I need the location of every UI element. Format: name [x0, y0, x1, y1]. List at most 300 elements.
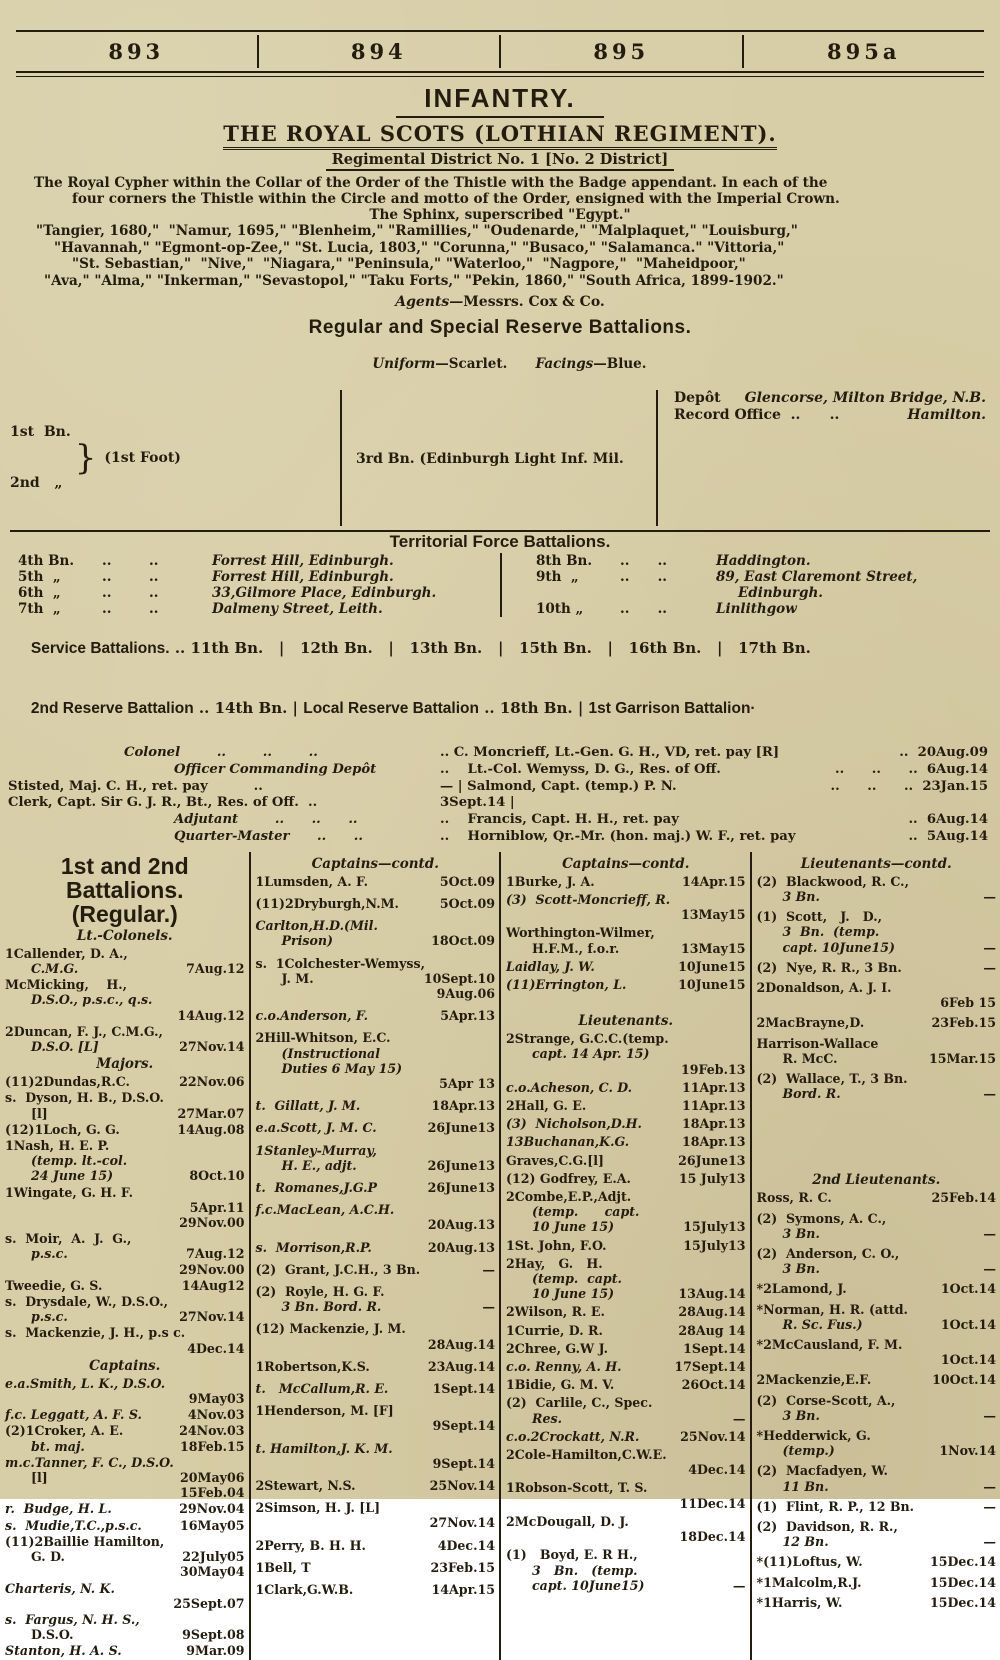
officer-entry: [256, 1359, 496, 1374]
officer-column-1: [0, 852, 249, 1660]
leader-dots: .. ..: [620, 601, 716, 617]
officer-entry: [506, 925, 746, 955]
territorial-row: [10, 601, 500, 617]
commission-date: [742, 1395, 746, 1410]
officer-name-text: H.F.M., f.o.r.: [532, 941, 619, 956]
officer-entry: [5, 1612, 245, 1642]
officer-entry: [506, 1304, 746, 1319]
officer-name-text: Graves,C.G.[l]: [506, 1153, 604, 1168]
commission-date: 9Sept.08: [178, 1627, 244, 1642]
battalion-location: 89, East Claremont Street,: [716, 569, 917, 585]
title-block: [0, 83, 1000, 171]
column-number-895a: 895a: [744, 35, 985, 68]
officer-entry: [506, 1547, 746, 1593]
commission-date: 4Dec.14: [684, 1462, 745, 1477]
commission-date: —: [478, 1262, 495, 1277]
territorial-row: [528, 601, 990, 617]
battalion-location-line2: Edinburgh.: [528, 585, 990, 601]
second-reserve-label: 2nd Reserve Battalion: [31, 700, 194, 717]
commission-date: [992, 980, 996, 995]
officer-name-text: (2) Blackwood, R. C.,: [757, 874, 909, 889]
officer-name-text: Stanton, H. A. S.: [5, 1643, 122, 1658]
commission-date: 1Sept.14: [429, 1381, 495, 1396]
officer-name-text: (2) Carlile, C., Spec.: [506, 1395, 652, 1410]
officer-name-text: e.a.Smith, L. K., D.S.O.: [5, 1376, 165, 1391]
commission-date: [992, 1337, 996, 1352]
officer-name-text: t. McCallum,R. E.: [256, 1381, 389, 1396]
officer-name-text: (2) Macfadyen, W.: [757, 1463, 888, 1478]
rank-heading: Majors.: [5, 1056, 245, 1073]
commission-date: 10June15: [674, 977, 745, 992]
officer-entry: [5, 1024, 245, 1054]
commission-date: 5Oct.09: [436, 896, 495, 911]
commission-date: [992, 1302, 996, 1317]
commission-date: [241, 1090, 245, 1105]
commission-date: 9May03: [185, 1391, 245, 1406]
uniform-value: —Scarlet.: [435, 356, 507, 372]
record-office-location: Hamilton.: [907, 407, 990, 424]
officer-entry: [757, 1246, 997, 1276]
officer-name-text: Tweedie, G. S.: [5, 1278, 102, 1293]
commission-date: 25Nov.14: [676, 1429, 745, 1444]
commission-date: [742, 1204, 746, 1219]
officer-entry: [757, 1302, 997, 1332]
commission-date: 27Nov.14: [175, 1309, 244, 1324]
officer-entry: [5, 1501, 245, 1516]
commission-date: [992, 909, 996, 924]
officer-name-text: 24 June 15): [31, 1168, 113, 1183]
commission-date: [742, 925, 746, 940]
commission-date: 1Sept.14: [679, 1341, 745, 1356]
officer-name-text: 2Hay, G. H.: [506, 1256, 603, 1271]
officer-name-text: *(11)Loftus, W.: [757, 1554, 863, 1569]
commission-date: [491, 1143, 495, 1158]
staff-date: .. 6Aug.14: [908, 812, 992, 829]
staff-row: [8, 779, 992, 796]
staff-officer-name: .. Lt.-Col. Wemyss, D. G., Res. of Off.: [440, 762, 835, 779]
staff-officer-name: .. Horniblow, Qr.-Mr. (hon. maj.) W. F., ret. pay: [440, 829, 908, 846]
rank-heading: Lieutenants.: [506, 1013, 746, 1030]
officer-name-text: 10 June 15): [532, 1286, 614, 1301]
officer-entry: [256, 1262, 496, 1277]
officer-entry: [757, 980, 997, 1010]
commission-date: 30May04: [176, 1564, 244, 1579]
officer-entry: [506, 1031, 746, 1077]
officer-name-text: s. 1Colchester-Wemyss,: [256, 956, 425, 971]
officer-name-text: s. Dyson, H. B., D.S.O.: [5, 1090, 164, 1105]
territorial-right-column: [500, 553, 990, 617]
commission-date: [742, 1256, 746, 1271]
officer-name-text: R. McC.: [783, 1051, 838, 1066]
commission-date: —: [979, 1479, 996, 1494]
officer-name-text: J. M.: [282, 971, 314, 986]
officer-name-text: 1Nash, H. E. P.: [5, 1138, 109, 1153]
officer-entry: [256, 1403, 496, 1433]
officer-name-text: 2Hall, G. E.: [506, 1098, 586, 1113]
officer-name-text: 2Simson, H. J. [L]: [256, 1500, 381, 1515]
officer-entry: [256, 1098, 496, 1113]
officer-name-text: Bord. R.: [783, 1086, 841, 1101]
officer-name-text: [l]: [31, 1106, 48, 1121]
commission-date: 15Dec.14: [926, 1595, 996, 1610]
officer-name-text: 1Lumsden, A. F.: [256, 874, 369, 889]
officer-name-text: 1Robertson,K.S.: [256, 1359, 370, 1374]
commission-date: [742, 1480, 746, 1495]
officer-name-text: 2Hill-Whitson, E.C.: [256, 1030, 391, 1045]
commission-date: [241, 1294, 245, 1309]
officer-entry: [757, 1190, 997, 1205]
commission-date: [241, 1325, 245, 1340]
officer-name-text: 1Bidie, G. M. V.: [506, 1377, 614, 1392]
commission-date: 20Aug.13: [424, 1240, 495, 1255]
officer-name-text: Worthington-Wilmer,: [506, 925, 655, 940]
officer-entry: [757, 1595, 997, 1610]
battalion-location: Haddington.: [716, 553, 811, 569]
commission-date: 18Apr.13: [678, 1116, 746, 1131]
depot-label: Depôt: [674, 390, 721, 407]
officer-entry: [506, 1238, 746, 1253]
commission-date: —: [979, 1261, 996, 1276]
battle-honours-line1: "Tangier, 1680," "Namur, 1695," "Blenheim," "Ramillies," "Oudenarde," "Malplaquet," "Louisburg,": [14, 223, 986, 240]
rank-heading: Captains—contd.: [256, 856, 496, 873]
commission-date: [742, 892, 746, 907]
officer-entry: [757, 1554, 997, 1569]
commission-date: [491, 1403, 495, 1418]
commission-date: [491, 1202, 495, 1217]
officer-name-text: p.s.c.: [31, 1246, 68, 1261]
commission-date: 10Oct.14: [928, 1372, 996, 1387]
commission-date: [992, 1246, 996, 1261]
commission-date: [241, 1534, 245, 1549]
commission-date: 23Aug.14: [424, 1359, 495, 1374]
sphinx-line: The Sphinx, superscribed "Egypt.": [0, 207, 1000, 223]
officer-entry: [256, 1478, 496, 1493]
rank-heading: Captains—contd.: [506, 856, 746, 873]
commission-date: 8Oct.10: [185, 1168, 244, 1183]
commission-date: 14Apr.15: [678, 874, 746, 889]
officer-entry: [506, 892, 746, 922]
officer-entry: [506, 1447, 746, 1477]
commission-date: 11Dec.14: [675, 1496, 745, 1511]
officer-name-text: r. Budge, H. L.: [5, 1501, 112, 1516]
officer-entry: [506, 1429, 746, 1444]
battalion-number: 5th „: [10, 569, 102, 585]
officer-entry: [256, 956, 496, 1002]
commission-date: [742, 1563, 746, 1578]
staff-row: [8, 795, 992, 812]
battalion-2nd: 2nd „: [10, 475, 71, 492]
officer-entry: [506, 1395, 746, 1425]
commission-date: 20May06: [176, 1470, 244, 1485]
commission-date: —: [979, 1226, 996, 1241]
header-rule-bottom-2: [16, 76, 984, 77]
commission-date: [992, 874, 996, 889]
second-reserve-item: .. 14th Bn. |: [194, 699, 304, 717]
commission-date: 18Apr.13: [678, 1134, 746, 1149]
commission-date: 25Nov.14: [426, 1478, 495, 1493]
officer-name-text: s. Drysdale, W., D.S.O.,: [5, 1294, 168, 1309]
officer-name-text: *2Lamond, J.: [757, 1281, 847, 1296]
officer-entry: [757, 1519, 997, 1549]
rank-heading: Captains.: [5, 1358, 245, 1375]
officer-entry: [5, 977, 245, 1023]
staff-row: [8, 762, 992, 779]
officer-name-text: 1Burke, J. A.: [506, 874, 595, 889]
territorial-heading: Territorial Force Battalions.: [10, 532, 990, 552]
commission-date: [491, 1030, 495, 1045]
battalion-1st: 1st Bn.: [10, 424, 71, 441]
commission-date: [241, 1455, 245, 1470]
officer-entry: [757, 1281, 997, 1296]
battalion-location: 33,Gilmore Place, Edinburgh.: [212, 585, 436, 601]
officer-name-text: Laidlay, J. W.: [506, 959, 595, 974]
commission-date: 24Nov.03: [175, 1423, 244, 1438]
officer-name-text: *2McCausland, F. M.: [757, 1337, 903, 1352]
reserve-battalions-heading: Regular and Special Reserve Battalions.: [0, 317, 1000, 339]
record-office-dots: .. ..: [781, 407, 840, 424]
reserve-battalion-line: [10, 680, 990, 737]
battalion-number: 10th „: [528, 601, 620, 617]
commission-date: [491, 918, 495, 933]
officer-name-text: 12 Bn.: [783, 1534, 829, 1549]
officer-name-text: (12) Mackenzie, J. M.: [256, 1321, 406, 1336]
commission-date: 9Sept.14: [429, 1418, 495, 1433]
officer-entry: [256, 1180, 496, 1195]
facings-value: —Blue.: [593, 356, 646, 372]
officer-name-text: 1St. John, F.O.: [506, 1238, 607, 1253]
officer-name-text: C.M.G.: [31, 961, 78, 976]
officer-name-text: 3 Bn.: [783, 1226, 820, 1241]
battle-honours: [14, 223, 986, 289]
officer-name-text: s. Moir, A. J. G.,: [5, 1231, 131, 1246]
first-foot-label: (1st Foot): [104, 450, 181, 467]
officer-entry: [757, 1428, 997, 1458]
page-column-header: [16, 30, 984, 77]
commission-date: 5Apr 13: [435, 1076, 495, 1091]
officer-name-text: D.S.O. [L]: [31, 1039, 99, 1054]
commission-date: [491, 1500, 495, 1515]
commission-date: 26Oct.14: [678, 1377, 746, 1392]
officer-name-text: 2Strange, G.C.C.(temp.: [506, 1031, 669, 1046]
officer-name-text: capt. 14 Apr. 15): [532, 1046, 649, 1061]
officer-name-text: (2) Wallace, T., 3 Bn.: [757, 1071, 908, 1086]
territorial-section: [10, 530, 990, 617]
officer-name-text: t. Romanes,J.G.P: [256, 1180, 378, 1195]
officer-name-text: 2Stewart, N.S.: [256, 1478, 356, 1493]
commission-date: 28Aug.14: [674, 1304, 745, 1319]
commission-date: 14Aug.08: [173, 1122, 244, 1137]
officer-name-text: c.o.Anderson, F.: [256, 1008, 368, 1023]
officer-entry: [506, 1514, 746, 1544]
officer-entry: [506, 977, 746, 992]
officer-name-text: p.s.c.: [31, 1309, 68, 1324]
commission-date: 13Aug.14: [674, 1286, 745, 1301]
commission-date: 7Aug.12: [182, 961, 244, 976]
commission-date: [241, 1153, 245, 1168]
officer-entry: [5, 1376, 245, 1406]
officer-name-text: 13Buchanan,K.G.: [506, 1134, 629, 1149]
commission-date: 25Sept.07: [169, 1596, 244, 1611]
commission-date: —: [979, 1499, 996, 1514]
officer-entry: [256, 1120, 496, 1135]
leader-dots: .. ..: [102, 601, 212, 617]
commission-date: 15Dec.14: [926, 1554, 996, 1569]
officer-entry: [256, 1582, 496, 1597]
badge-description-line1: The Royal Cypher within the Collar of the Order of the Thistle with the Badge appendant. In each of the: [20, 175, 980, 191]
section-title-infantry: INFANTRY.: [396, 83, 603, 118]
staff-officer-name: 3Sept.14 |: [440, 795, 988, 812]
officer-entry: [506, 1480, 746, 1510]
officer-name-text: (11)2Dryburgh,N.M.: [256, 896, 399, 911]
commission-date: [742, 1046, 746, 1061]
officer-name-text: c.o.Acheson, C. D.: [506, 1080, 632, 1095]
commission-date: 4Dec.14: [434, 1538, 495, 1553]
officer-name-text: 2Donaldson, A. J. I.: [757, 980, 892, 995]
officer-name-text: 3 Bn. (temp.: [532, 1563, 638, 1578]
officer-name-text: *1Malcolm,R.J.: [757, 1575, 862, 1590]
officer-name-text: Carlton,H.D.(Mil.: [256, 918, 378, 933]
battalion-location: Forrest Hill, Edinburgh.: [212, 553, 394, 569]
officer-name-text: (2) Grant, J.C.H., 3 Bn.: [256, 1262, 421, 1277]
officer-name-text: 2Wilson, R. E.: [506, 1304, 605, 1319]
commission-date: —: [729, 1578, 746, 1593]
officer-name-text: 2Perry, B. H. H.: [256, 1538, 366, 1553]
staff-office-label: Colonel .. .. ..: [8, 745, 440, 762]
officer-name-text: R. Sc. Fus.): [783, 1317, 863, 1332]
officer-name-text: 2Combe,E.P.,Adjt.: [506, 1189, 631, 1204]
battalion-location: Linlithgow: [716, 601, 797, 617]
officer-column-4: [750, 852, 1000, 1660]
commission-date: 26June13: [424, 1158, 495, 1173]
territorial-row: [528, 569, 990, 585]
commission-date: 4Dec.14: [183, 1341, 244, 1356]
column-gap: [757, 1106, 997, 1170]
officer-entry: [5, 1455, 245, 1501]
commission-date: [241, 977, 245, 992]
officer-entry: [5, 1407, 245, 1422]
officer-name-text: (2) Royle, H. G. F.: [256, 1284, 385, 1299]
officer-entry: [757, 1211, 997, 1241]
officer-name-text: 1Bell, T: [256, 1560, 311, 1575]
officer-name-text: [l]: [31, 1470, 48, 1485]
staff-officer-name: .. C. Moncrieff, Lt.-Gen. G. H., VD, ret. pay [R]: [440, 745, 899, 762]
battalion-number: 9th „: [528, 569, 620, 585]
officer-entry: [5, 1643, 245, 1658]
officer-name-text: (2) Anderson, C. O.,: [757, 1246, 900, 1261]
officer-name-text: 2Mackenzie,E.F.: [757, 1372, 872, 1387]
officer-entry: [757, 1463, 997, 1493]
territorial-row: [528, 553, 990, 569]
rank-heading: Lt.-Colonels.: [5, 928, 245, 945]
leader-dots: .. ..: [102, 569, 212, 585]
commission-date: 9Sept.14: [429, 1456, 495, 1471]
officer-name-text: 3 Bn.: [783, 1261, 820, 1276]
column-number-895: 895: [501, 35, 744, 68]
commission-date: [241, 1581, 245, 1596]
officer-name-text: (2)1Croker, A. E.: [5, 1423, 123, 1438]
officer-entry: [5, 1122, 245, 1137]
officer-entry: [256, 896, 496, 911]
commission-date: [742, 1031, 746, 1046]
officer-entry: [5, 1231, 245, 1277]
officer-entry: [256, 1284, 496, 1314]
commission-date: [491, 956, 495, 971]
officer-entry: [757, 909, 997, 955]
officer-name-text: c.o.2Crockatt, N.R.: [506, 1429, 639, 1444]
service-battalions-label: Service Battalions.: [31, 640, 170, 657]
commission-date: —: [979, 940, 996, 955]
officer-entry: [5, 1090, 245, 1120]
officer-name-text: f.c. Leggatt, A. F. S.: [5, 1407, 142, 1422]
officer-entry: [256, 1030, 496, 1091]
commission-date: 1Oct.14: [937, 1317, 996, 1332]
officer-entry: [757, 1015, 997, 1030]
commission-date: 14Apr.15: [428, 1582, 496, 1597]
commission-date: 14Aug.12: [173, 1008, 244, 1023]
commission-date: [491, 1284, 495, 1299]
commission-date: [491, 1321, 495, 1336]
battalion-location: Forrest Hill, Edinburgh.: [212, 569, 394, 585]
officer-name-text: *Norman, H. R. (attd.: [757, 1302, 908, 1317]
commission-date: 15Mar.15: [925, 1051, 996, 1066]
commission-date: [241, 1138, 245, 1153]
officer-entry: [5, 1074, 245, 1089]
officer-name-text: 2MacBrayne,D.: [757, 1015, 865, 1030]
commission-date: [491, 1441, 495, 1456]
officer-name-text: (2) Symons, A. C.,: [757, 1211, 887, 1226]
commission-date: 18Oct.09: [427, 933, 495, 948]
officer-name-text: t. Gillatt, J. M.: [256, 1098, 361, 1113]
officer-column-3: [499, 852, 750, 1660]
officer-name-text: 2Cole-Hamilton,C.W.E.: [506, 1447, 667, 1462]
depot-record-cell: [656, 390, 990, 526]
commission-date: 28Aug.14: [424, 1337, 495, 1352]
territorial-table: [10, 553, 990, 617]
officer-entry: [5, 1518, 245, 1533]
officer-entry: [256, 1008, 496, 1023]
battalion-location: Dalmeny Street, Leith.: [212, 601, 383, 617]
officer-entry: [757, 1499, 997, 1514]
officer-name-text: Ross, R. C.: [757, 1190, 832, 1205]
officer-name-text: s. Fargus, N. H. S.,: [5, 1612, 140, 1627]
commission-date: 29Nov.04: [175, 1501, 244, 1516]
officer-name-text: 2Duncan, F. J., C.M.G.,: [5, 1024, 163, 1039]
rank-heading: 2nd Lieutenants.: [757, 1172, 997, 1189]
commission-date: [992, 1071, 996, 1086]
regimental-district: Regimental District No. 1 [No. 2 District]: [326, 151, 675, 171]
commission-date: [241, 1024, 245, 1039]
commission-date: [992, 1211, 996, 1226]
commission-date: [742, 1547, 746, 1562]
territorial-row: [10, 569, 500, 585]
officer-name-text: D.S.O.: [31, 1627, 74, 1642]
commission-date: [241, 1185, 245, 1200]
commission-date: [491, 1061, 495, 1076]
officer-name-text: 1Wingate, G. H. F.: [5, 1185, 133, 1200]
officer-name-text: capt. 10June15): [532, 1578, 645, 1593]
officer-name-text: 3 Bn. Bord. R.: [282, 1299, 382, 1314]
officer-name-text: (temp.): [783, 1443, 835, 1458]
territorial-row: [10, 585, 500, 601]
staff-date: .. .. .. 23Jan.15: [831, 779, 993, 796]
officer-entry: [757, 1071, 997, 1101]
commission-date: 28Aug 14: [674, 1323, 745, 1338]
regiment-title: THE ROYAL SCOTS (LOTHIAN REGIMENT).: [223, 121, 776, 150]
rank-heading: Lieutenants—contd.: [757, 856, 997, 873]
officer-name-text: 2Chree, G.W J.: [506, 1341, 608, 1356]
officer-entry: [256, 1560, 496, 1575]
garrison-label: 1st Garrison Battalion·: [589, 700, 756, 717]
